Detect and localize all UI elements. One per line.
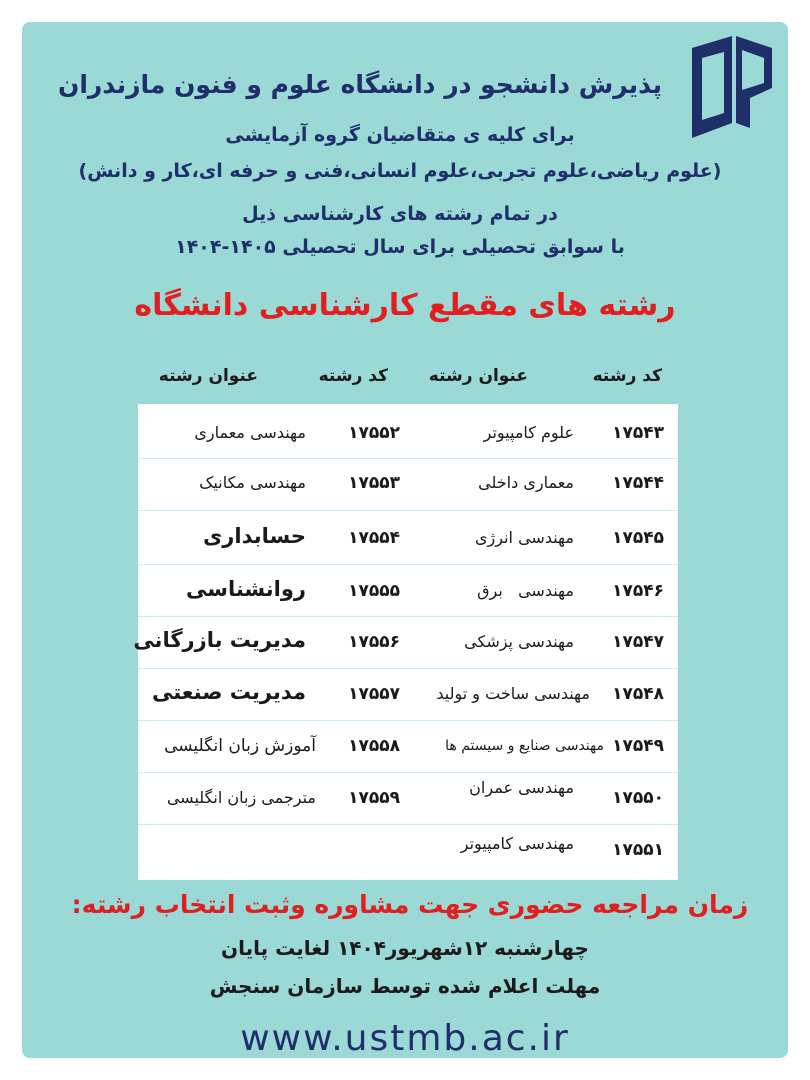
row-divider	[138, 510, 678, 511]
subtitle-academic-year: با سوابق تحصیلی برای سال تحصیلی ۱۴۰۵-۱۴۰۴	[175, 236, 625, 258]
program-title: مهندسی صنایع و سیستم ها	[445, 738, 604, 754]
program-title: مهندسی کامپیوتر	[460, 834, 574, 853]
program-code: ۱۷۵۴۵	[612, 528, 664, 548]
program-code: ۱۷۵۵۳	[348, 473, 400, 493]
program-title: مهندسی مکانیک	[199, 473, 306, 492]
program-code: ۱۷۵۵۱	[612, 840, 664, 860]
program-title: معماری داخلی	[478, 473, 574, 492]
visit-date: چهارشنبه ۱۲شهریور۱۴۰۴ لغایت پایان	[221, 936, 589, 960]
program-title: روانشناسی	[186, 577, 306, 601]
row-divider	[138, 616, 678, 617]
deadline-text: مهلت اعلام شده توسط سازمان سنجش	[209, 974, 601, 998]
program-code: ۱۷۵۵۴	[348, 528, 400, 548]
program-title: آموزش زبان انگلیسی	[164, 736, 316, 756]
program-code: ۱۷۵۴۹	[612, 736, 664, 756]
program-code: ۱۷۵۵۶	[348, 632, 400, 652]
program-code: ۱۷۵۴۳	[612, 423, 664, 443]
program-title: مهندسی معماری	[194, 423, 306, 442]
program-title: مهندسی برق	[477, 581, 574, 600]
row-divider	[138, 824, 678, 825]
program-title: مهندسی ساخت و تولید	[436, 684, 590, 703]
program-code: ۱۷۵۵۵	[348, 581, 400, 601]
program-code: ۱۷۵۵۸	[348, 736, 400, 756]
program-code: ۱۷۵۵۰	[612, 788, 664, 808]
section-title: رشته های مقطع کارشناسی دانشگاه	[134, 288, 676, 323]
subtitle-programs: در تمام رشته های کارشناسی ذیل	[242, 203, 558, 225]
program-code: ۱۷۵۴۶	[612, 581, 664, 601]
subtitle-groups: (علوم ریاضی،علوم تجربی،علوم انسانی،فنی و حرفه ای،کار و دانش)	[78, 160, 722, 182]
program-title: مهندسی عمران	[469, 778, 574, 797]
header-code-right: کد رشته	[592, 366, 662, 386]
row-divider	[138, 720, 678, 721]
header-title-left: عنوان رشته	[158, 366, 258, 386]
row-divider	[138, 564, 678, 565]
programs-table	[133, 348, 678, 880]
program-code: ۱۷۵۵۹	[348, 788, 400, 808]
program-title: علوم کامپیوتر	[483, 423, 574, 442]
row-divider	[138, 772, 678, 773]
row-divider	[138, 668, 678, 669]
program-title: مدیریت صنعتی	[151, 680, 306, 704]
program-title: مهندسی پزشکی	[464, 632, 574, 651]
program-code: ۱۷۵۴۴	[612, 473, 664, 493]
program-code: ۱۷۵۵۲	[348, 423, 400, 443]
page-title: پذیرش دانشجو در دانشگاه علوم و فنون مازندران	[57, 70, 663, 99]
visit-time-heading: زمان مراجعه حضوری جهت مشاوره وثبت انتخاب رشته:	[71, 890, 749, 919]
website-link[interactable]: www.ustmb.ac.ir	[240, 1018, 570, 1059]
program-code: ۱۷۵۴۷	[612, 632, 664, 652]
program-title: مدیریت بازرگانی	[133, 628, 306, 652]
header-code-left: کد رشته	[318, 366, 388, 386]
table-header	[138, 348, 678, 404]
program-code: ۱۷۵۴۸	[612, 684, 664, 704]
header-title-right: عنوان رشته	[428, 366, 528, 386]
program-title: مترجمی زبان انگلیسی	[166, 788, 316, 807]
program-title: مهندسی انرژی	[475, 528, 574, 547]
row-divider	[138, 458, 678, 459]
subtitle-applicants: برای کلیه ی متقاضیان گروه آزمایشی	[225, 124, 575, 146]
program-title: حسابداری	[203, 524, 306, 548]
program-code: ۱۷۵۵۷	[348, 684, 400, 704]
